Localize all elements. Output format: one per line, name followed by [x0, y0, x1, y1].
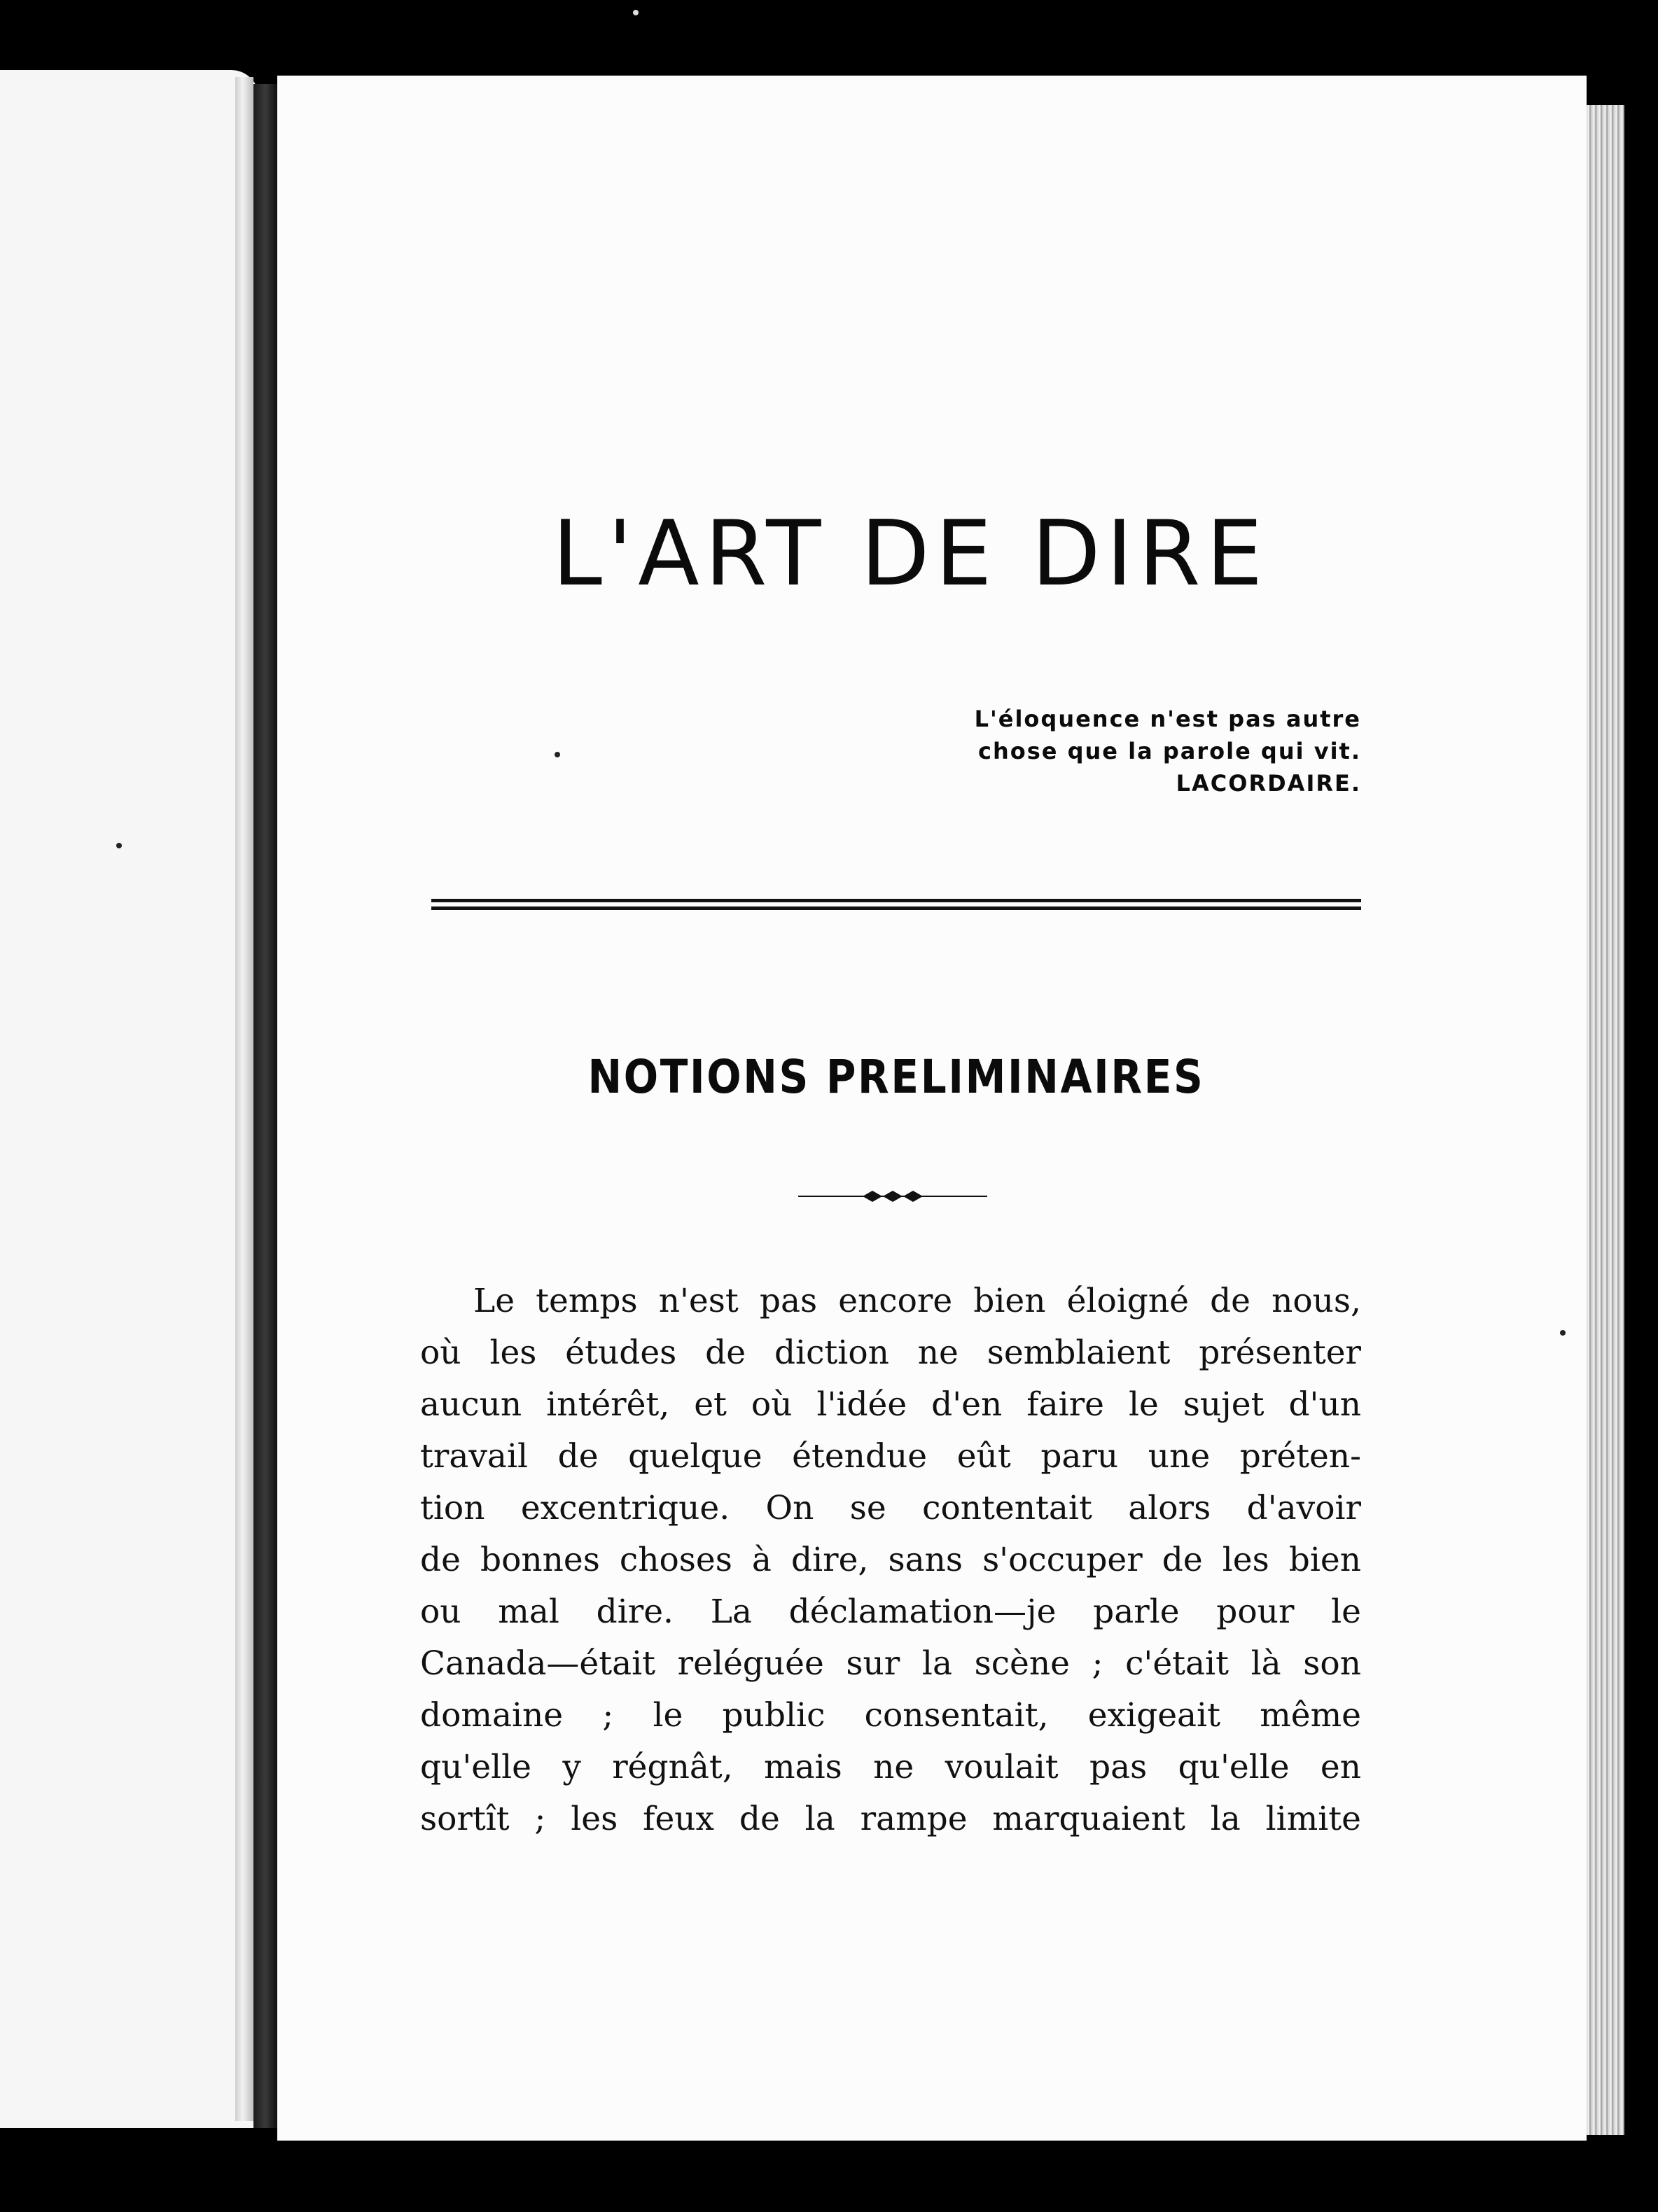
- dust-speck: [1560, 1330, 1566, 1336]
- epigraph: [840, 703, 1361, 799]
- epigraph-line: L'éloquence n'est pas autre: [974, 706, 1361, 732]
- dust-speck: [633, 10, 639, 15]
- book-title: L'ART DE DIRE: [552, 502, 1269, 606]
- body-line: ou mal dire. La déclamation—je parle pour le: [420, 1592, 1361, 1631]
- left-page-edge: [235, 77, 253, 2121]
- epigraph-author: LACORDAIRE.: [1176, 770, 1361, 797]
- body-line: Le temps n'est pas encore bien éloigné de nous,: [473, 1282, 1361, 1320]
- body-line: qu'elle y régnât, mais ne voulait pas qu'elle en: [420, 1748, 1361, 1786]
- body-line: de bonnes choses à dire, sans s'occuper de les bien: [420, 1541, 1361, 1579]
- page-stack-edge: [1587, 105, 1624, 2135]
- body-line: sortît ; les feux de la rampe marquaient la limite: [420, 1800, 1361, 1838]
- body-line: Canada—était reléguée sur la scène ; c'était là son: [420, 1644, 1361, 1683]
- body-line: travail de quelque étendue eût paru une préten-: [420, 1437, 1361, 1476]
- dust-speck: [116, 843, 122, 848]
- ornament-divider-icon: [798, 1186, 987, 1207]
- body-line: domaine ; le public consentait, exigeait même: [420, 1696, 1361, 1735]
- body-line: tion excentrique. On se contentait alors d'avoir: [420, 1489, 1361, 1527]
- body-line: aucun intérêt, et où l'idée d'en faire le sujet d'un: [420, 1385, 1361, 1424]
- dust-speck: [555, 752, 560, 757]
- epigraph-line: chose que la parole qui vit.: [977, 738, 1361, 764]
- section-heading: NOTIONS PRELIMINAIRES: [587, 1050, 1205, 1104]
- body-line: où les études de diction ne semblaient présenter: [420, 1334, 1361, 1372]
- double-rule-divider: [431, 899, 1361, 910]
- left-page: [0, 70, 259, 2128]
- book-gutter: [253, 84, 277, 2128]
- body-paragraph: [420, 1275, 1361, 1845]
